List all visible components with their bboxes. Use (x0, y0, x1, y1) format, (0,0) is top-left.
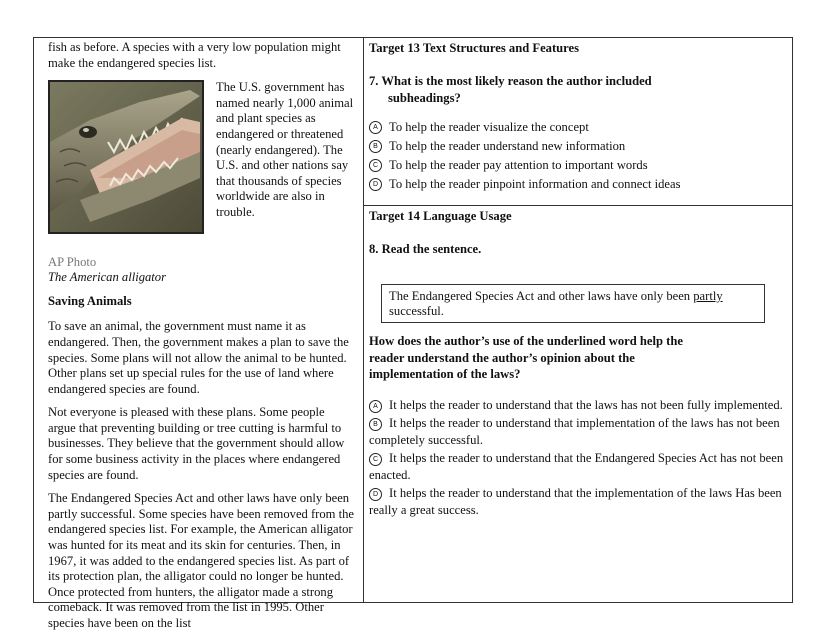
question-8-prompt: 8. Read the sentence. (369, 242, 482, 256)
q8-option-a[interactable] (369, 397, 787, 414)
q7-option-d[interactable] (369, 176, 787, 193)
q8-option-b-text: It helps the reader to understand that implementation of the laws has not been completely successful. (369, 415, 780, 447)
q7-option-b-text: To help the reader understand new information (389, 139, 626, 153)
q7-option-c[interactable] (369, 157, 787, 174)
answer-bubble-d[interactable]: D (369, 178, 382, 191)
question-8-line-1: How does the author’s use of the underlined word help the (369, 334, 683, 348)
q8-option-b[interactable] (369, 415, 787, 449)
q7-option-b[interactable] (369, 138, 787, 155)
target-13-section (369, 40, 787, 195)
answer-bubble-b[interactable]: B (369, 418, 382, 431)
question-8 (369, 333, 787, 383)
alligator-image (50, 82, 202, 232)
q8-option-a-text: It helps the reader to understand that the laws has not been fully implemented. (389, 397, 783, 412)
q8-option-c[interactable] (369, 450, 787, 484)
q7-option-c-text: To help the reader pay attention to important words (389, 158, 648, 172)
answer-bubble-b[interactable]: B (369, 140, 382, 153)
photo-caption: The American alligator (48, 270, 167, 285)
q8-option-d[interactable] (369, 485, 787, 519)
target-13-title: Target 13 Text Structures and Features (369, 41, 580, 55)
target-14-title: Target 14 Language Usage (369, 209, 512, 223)
question-8-line-2: reader understand the author’s opinion about the (369, 350, 635, 365)
answer-bubble-a[interactable]: A (369, 121, 382, 134)
section-divider (363, 205, 793, 206)
passage-paragraph-2: Not everyone is pleased with these plans. Some people argue that preventing building or tree cutting is harmful to businesses. They believe that the government should allow for some business activity in the places where endangered species are found. (48, 405, 345, 482)
passage-paragraph-1: To save an animal, the government must name it as endangered. Then, the government makes a plan to save the species. Some plans will not allow the animal to be hunted. Other plans set up special rules for the use of land where endangered species are found. (48, 319, 349, 396)
q7-option-a-text: To help the reader visualize the concept (389, 120, 589, 134)
section-heading: Saving Animals (48, 293, 132, 308)
passage-paragraph-government: The U.S. government has named nearly 1,000 animal and plant species as endangered or threatened (nearly endangered). The U.S. and other nations say that thousands of species worldwide are also in trouble. (216, 80, 354, 219)
column-divider (363, 37, 364, 603)
q7-option-d-text: To help the reader pinpoint information and connect ideas (389, 177, 681, 191)
answer-bubble-c[interactable]: C (369, 453, 382, 466)
passage-paragraph-3: The Endangered Species Act and other laws have only been partly successful. Some species have been removed from the endangered species list. For example, the American alligator was hunted for its meat and its skin for centuries. Then, in 1967, it was added to the endangered species list. As part of its protection plan, the alligator could no longer be hunted. Once protected from hunters, the alligator made a strong comeback. It was removed from the list in 1995. Other species have been on the list (48, 491, 354, 630)
photo-section (48, 80, 354, 286)
photo-credit: AP Photo (48, 254, 97, 269)
alligator-photo (48, 80, 204, 234)
q8-option-c-text: It helps the reader to understand that the Endangered Species Act has not been enacted. (369, 450, 784, 482)
q7-option-a[interactable] (369, 119, 787, 136)
question-7-line-1: 7. What is the most likely reason the author included (369, 74, 652, 88)
passage-paragraph-continued: fish as before. A species with a very low population might make the endangered species list. (48, 40, 341, 70)
question-7-line-2: subheadings? (388, 91, 461, 105)
passage-column (48, 40, 354, 640)
answer-bubble-c[interactable]: C (369, 159, 382, 172)
answer-bubble-a[interactable]: A (369, 400, 382, 413)
target-14-section (369, 208, 787, 520)
question-7 (369, 73, 787, 107)
q8-option-d-text: It helps the reader to understand that the implementation of the laws Has been really a great success. (369, 485, 782, 517)
answer-bubble-d[interactable]: D (369, 488, 382, 501)
question-8-line-3: implementation of the laws? (369, 367, 521, 381)
quoted-sentence-box (381, 284, 765, 323)
sentence-text-start: The Endangered Species Act and other laws have only been (389, 289, 694, 303)
sentence-text-end: successful. (389, 304, 444, 318)
underlined-word: partly (693, 289, 723, 303)
